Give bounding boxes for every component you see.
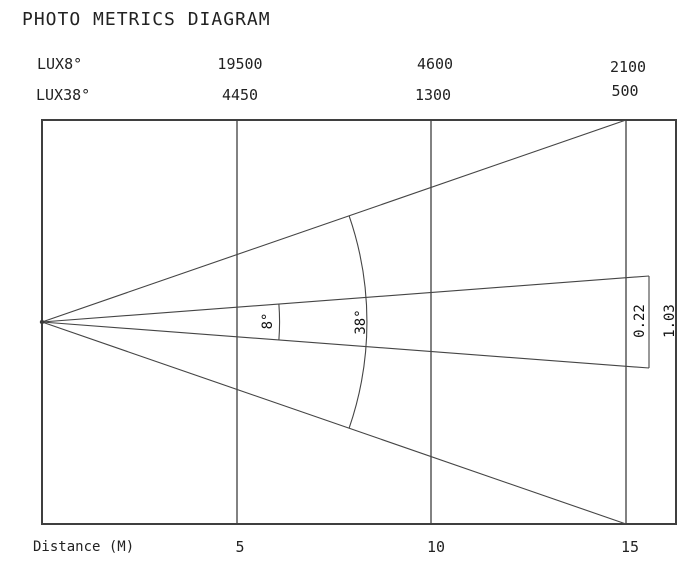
distance-tick-10: 10 — [426, 538, 446, 556]
lux8-value-10m: 4600 — [416, 55, 454, 73]
wide-angle-label: 38° — [353, 309, 369, 335]
narrow-angle-label: 8° — [260, 312, 276, 330]
lux8-value-5m: 19500 — [217, 55, 263, 73]
inner-dimension-label: 0.22 — [632, 304, 648, 338]
distance-axis-label: Distance (M) — [33, 539, 135, 555]
page-title: PHOTO METRICS DIAGRAM — [22, 9, 271, 30]
lux38-row-label: LUX38° — [36, 86, 91, 104]
distance-tick-5: 5 — [235, 538, 245, 556]
narrow-beam-lower-line — [42, 322, 649, 368]
lux38-value-10m: 1300 — [414, 86, 452, 104]
lux8-value-15m: 2100 — [609, 58, 647, 76]
wide-beam-lower-line — [42, 322, 626, 524]
lux38-value-5m: 4450 — [221, 86, 259, 104]
narrow-angle-arc — [279, 304, 280, 340]
lux8-row-label: LUX8° — [37, 55, 83, 73]
beam-apex-point — [40, 320, 44, 324]
distance-tick-15: 15 — [620, 538, 640, 556]
lux38-value-15m: 500 — [611, 82, 639, 100]
wide-beam-upper-line — [42, 120, 626, 322]
narrow-beam-upper-line — [42, 276, 649, 322]
outer-dimension-label: 1.03 — [662, 304, 678, 338]
